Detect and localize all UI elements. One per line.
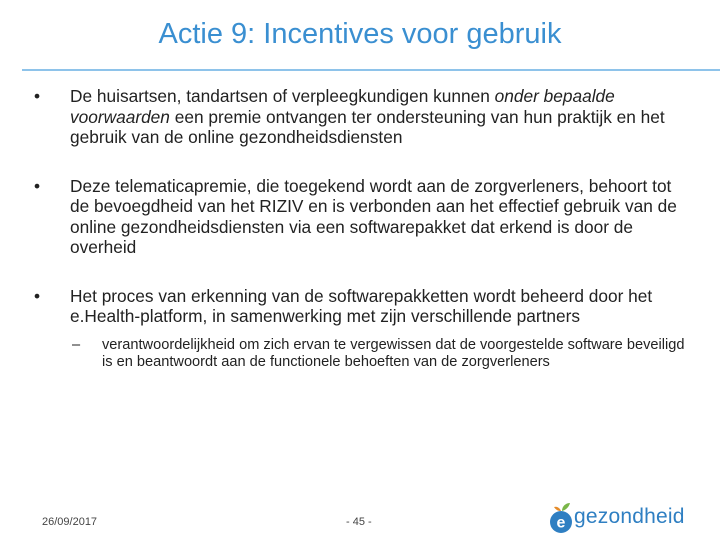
title-divider — [22, 69, 720, 71]
footer-date: 26/09/2017 — [42, 516, 98, 528]
bullet-emphasis: onder bepaalde voorwaarden — [70, 86, 615, 127]
bullet-marker: • — [33, 175, 41, 196]
bullet-text: Het proces van erkenning van de softwarepakketten wordt beheerd door het e.Health-platform, in samenwerking met zijn verschillende partners — [70, 285, 653, 326]
bullet-text: een premie ontvangen ter ondersteuning van hun praktijk en het gebruik van de online gezondheidsdiensten — [70, 106, 665, 147]
bullet-item-1 — [28, 86, 688, 148]
bullet-item-3 — [28, 286, 688, 327]
bullet-marker: • — [33, 86, 41, 106]
sub-bullet-marker: – — [72, 336, 81, 353]
slide-content — [28, 86, 688, 371]
slide-title: Actie 9: Incentives voor gebruik — [158, 18, 562, 50]
bullet-marker: • — [33, 285, 41, 306]
sub-bullet-text: verantwoordelijkheid om zich ervan te vergewissen dat de voorgestelde software beveiligd is en beantwoordt aan de functionele behoeften van de zorgverleners — [102, 336, 685, 370]
bullet-item-2 — [28, 176, 688, 258]
egezondheid-logo — [548, 500, 688, 536]
bullet-text: Deze telematicapremie, die toegekend wordt aan de zorgverleners, behoort tot de bevoegdheid van het RIZIV en is verbonden aan het effectief gebruik van de online gezondheidsdiensten via een softwarepakket dat erkend is door de overheid — [70, 175, 677, 257]
logo-text: gezondheid — [574, 505, 685, 528]
bullet-text: De huisartsen, tandartsen of verpleegkundigen kunnen — [70, 86, 495, 106]
logo-letter: e — [556, 514, 566, 532]
sub-bullet-item — [28, 337, 692, 371]
footer-page-number: - 45 - — [346, 516, 372, 528]
